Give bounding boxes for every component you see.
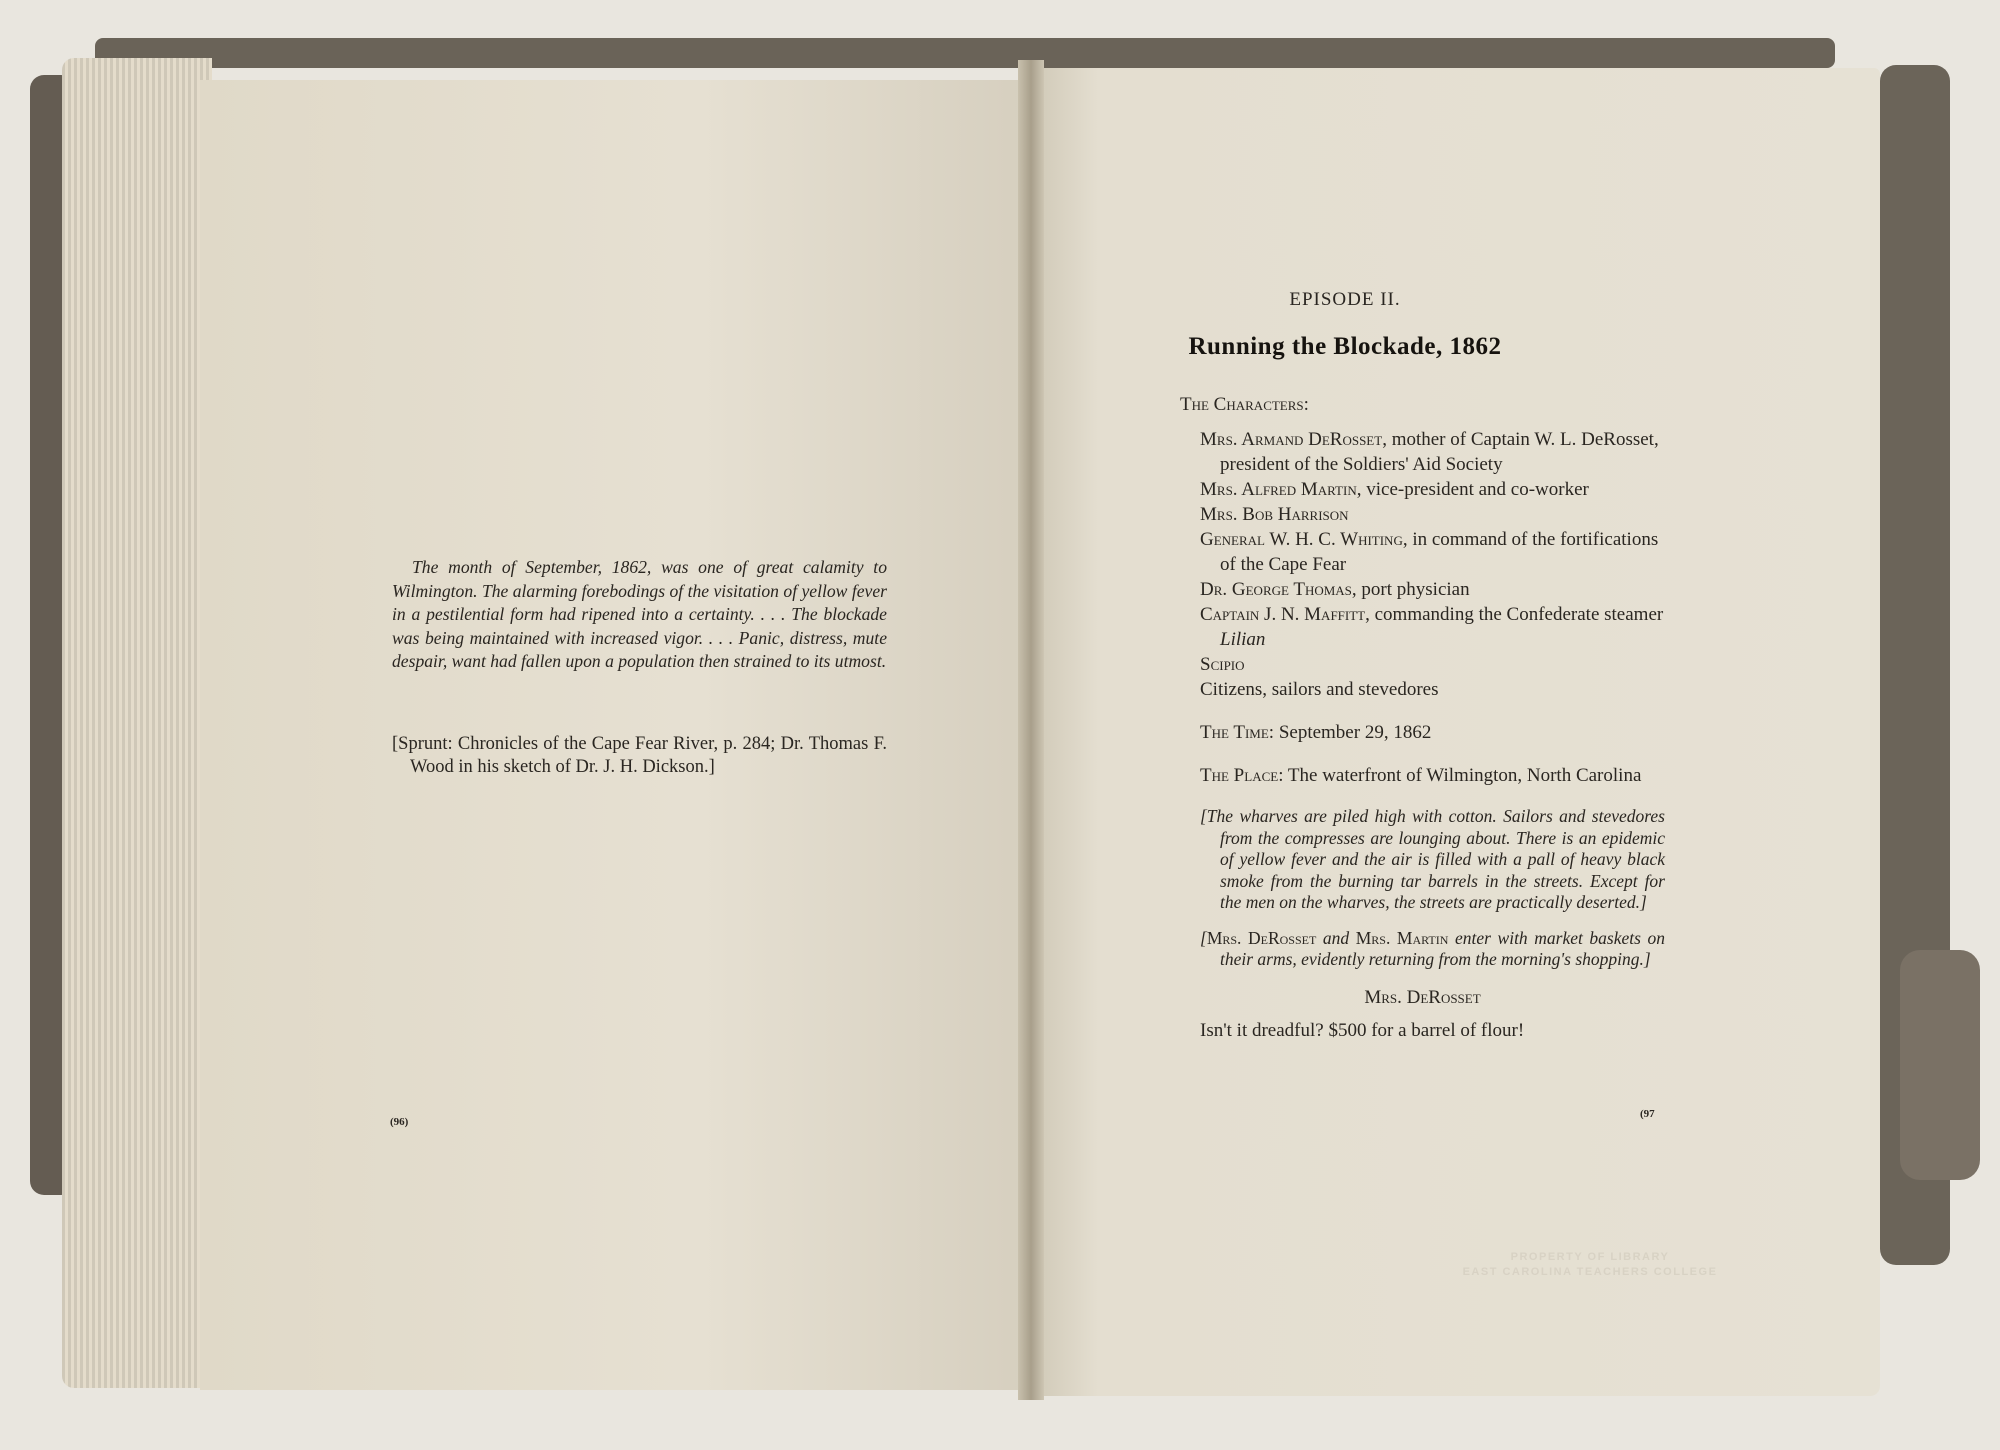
page-number-right: (97 [1640, 1108, 1655, 1120]
character-name: Captain J. N. Maffitt [1200, 604, 1366, 625]
character-name: Mrs. Alfred Martin [1200, 479, 1357, 500]
characters-heading: The Characters: [1180, 394, 1309, 415]
epigraph-text: The month of September, 1862, was one of great calamity to Wilmington. The alarming forebodings of the visitation of yellow fever in a pestilential form had ripened into a certainty. . . . The blockade was being maintained with increased vigor. . . . Panic, distress, mute despair, want had fallen upon a population then strained to its utmost. [392, 557, 887, 671]
book-cover-torn-corner [1900, 950, 1980, 1180]
stage-direction-1: [The wharves are piled high with cotton. Sailors and stevedores from the compresses are lounging about. There is an epidemic of yellow fever and the air is filled with a pall of heavy black smoke from the burning tar barrels in the streets. Except for the men on the wharves, the streets are practically deserted.] [1200, 806, 1665, 912]
character-description: , in command of the fortifications of the Cape Fear [1220, 529, 1659, 575]
citation-text: [Sprunt: Chronicles of the Cape Fear River, p. 284; Dr. Thomas F. Wood in his sketch of Dr. J. H. Dickson.] [392, 734, 887, 777]
character-entry [1180, 577, 1665, 602]
right-page-body [1180, 392, 1665, 1043]
character-entry [1180, 477, 1665, 502]
epigraph-quote [392, 556, 887, 674]
character-name: Dr. George Thomas [1200, 579, 1352, 600]
character-entry [1180, 502, 1665, 527]
time-line [1180, 720, 1665, 745]
ship-name: Lilian [1220, 629, 1266, 650]
page-stack-edge [62, 58, 212, 1388]
conjunction: and [1316, 927, 1356, 948]
character-entry [1180, 677, 1665, 702]
place-line [1200, 763, 1665, 788]
stamp-line-2: EAST CAROLINA TEACHERS COLLEGE [1462, 1266, 1718, 1278]
stamp-line-1: PROPERTY OF LIBRARY [1510, 1251, 1670, 1263]
book-cover-top-edge [95, 38, 1835, 68]
time-label: The Time: [1200, 722, 1275, 743]
epigraph-citation [392, 733, 887, 779]
bracket-open: [ [1200, 927, 1207, 948]
character-entry [1180, 527, 1665, 577]
stage-direction-2-rest: enter with market baskets on their arms, evidently returning from the morning's shopping.] [1220, 927, 1666, 969]
character-name-martin: Mrs. Martin [1355, 927, 1449, 948]
character-entry [1180, 427, 1665, 477]
character-description: , vice-president and co-worker [1356, 479, 1589, 500]
character-list [1180, 427, 1665, 702]
character-description: , mother of Captain W. L. DeRosset, president of the Soldiers' Aid Society [1220, 429, 1659, 475]
stage-direction-2 [1180, 928, 1665, 971]
time-value: September 29, 1862 [1278, 722, 1432, 743]
place-value: The waterfront of Wilmington, North Carolina [1287, 765, 1642, 786]
episode-heading: EPISODE II. [1289, 289, 1401, 310]
character-name: General W. H. C. Whiting [1200, 529, 1403, 550]
character-entry [1180, 602, 1665, 652]
episode-title: Running the Blockade, 1862 [1188, 333, 1502, 360]
dialogue-line: Isn't it dreadful? $500 for a barrel of flour! [1200, 1019, 1525, 1041]
character-name-derosset: Mrs. DeRosset [1206, 927, 1317, 948]
character-name: Scipio [1200, 654, 1245, 675]
character-description: , commanding the Confederate steamer [1365, 604, 1664, 625]
place-label: The Place: [1200, 765, 1284, 786]
library-stamp [1455, 1250, 1725, 1280]
character-description: Citizens, sailors and stevedores [1200, 679, 1439, 700]
page-number-left: (96) [390, 1116, 409, 1128]
book-gutter [1018, 60, 1044, 1400]
character-entry [1180, 652, 1665, 677]
character-name: Mrs. Armand DeRosset [1200, 429, 1383, 450]
speaker-name: Mrs. DeRosset [1364, 986, 1481, 1008]
character-name: Mrs. Bob Harrison [1200, 504, 1349, 525]
character-description: , port physician [1351, 579, 1470, 600]
